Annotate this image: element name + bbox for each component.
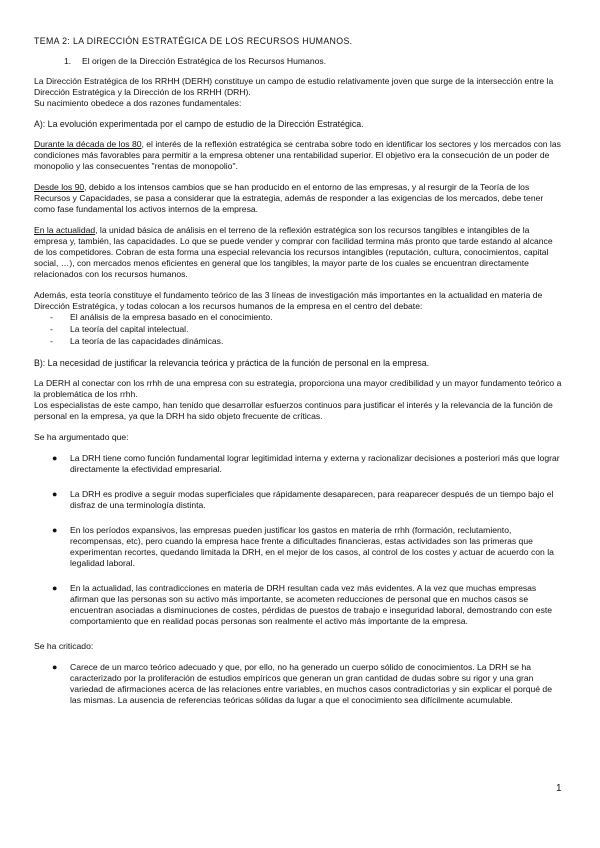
research-lines-list [34,312,564,347]
bullet-icon: ● [52,525,58,535]
section-a-paragraph-research-lines: Además, esta teoría constituye el fundamento teórico de las 3 líneas de investigación más importantes en la actualidad en materia de Dirección Estratégica, y todas colocan a los recursos humanos de la empresa en el centro del debate: [34,290,543,311]
list-item: - El análisis de la empresa basado en el conocimiento. [50,312,273,322]
document-title: TEMA 2: LA DIRECCIÓN ESTRATÉGICA DE LOS RECURSOS HUMANOS. [34,36,353,46]
underlined-lead: Durante la década de los 80 [34,139,142,149]
bullet-icon: ● [52,662,58,672]
bullet-icon: ● [52,453,58,463]
bullet-icon: ● [52,489,58,499]
criticized-label: Se ha criticado: [34,641,94,651]
intro-reasons-line: Su nacimiento obedece a dos razones fundamentales: [34,98,242,108]
numbered-heading [64,56,564,67]
list-item: ● En los períodos expansivos, las empresas pueden justificar los gastos en materia de rrhh (formación, reclutamiento, recompensas, etc), pero cuando la empresa hace frente a dificultades financieras, estas actividades son las primeras que experimentan recortes, quedando limitada la DRH, en el mejor de los casos, al control de los costes y actuar de acuerdo con la legalidad laboral. [52,525,554,568]
document-body [34,36,564,720]
section-a-paragraph-90s: Desde los 90, debido a los intensos cambios que se han producido en el entorno de las empresas, y al resurgir de la Teoría de los Recursos y Capacidades, se pasa a considerar que la estrategia, además de responder a las exigencias de los mercados, debe tener como fase fundamental los activos internos de la empresa. [34,182,544,214]
argued-label: Se ha argumentado que: [34,432,129,442]
section-b-paragraph-1: La DERH al conectar con los rrhh de una empresa con su estrategia, proporciona una mayor credibilidad y un mayor fundamento teórico a la problemática de los rrhh. [34,378,562,399]
section-a-heading: A): La evolución experimentada por el campo de estudio de la Dirección Estratégica. [34,119,364,129]
underlined-lead: Desde los 90 [34,182,85,192]
list-item: ● En la actualidad, las contradicciones en materia de DRH resultan cada vez más evidentes. A la vez que muchas empresas afirman que las personas son su activo más importante, se acometen reducciones de personal que en muchos casos se encuentran asociadas a disminuciones de costes, pérdidas de puestos de trabajo e inseguridad laboral, demostrando con este comportamiento que en realidad pocas personas son realmente el activo más importante de la empresa. [52,583,553,626]
bullet-icon: ● [52,583,58,593]
section-b-paragraph-2: Los especialistas de este campo, han tenido que desarrollar esfuerzos continuos para justificar el interés y la relevancia de la función de personal en la empresa, ya que la DRH ha sido objeto frecuente de críticas. [34,400,553,421]
argued-list [34,453,564,627]
list-item: ● La DRH tiene como función fundamental lograr legitimidad interna y externa y racionalizar decisiones a posteriori más que lograr directamente la efectividad empresarial. [52,453,560,474]
page-number: 1 [556,783,562,794]
list-item: ● La DRH es prodive a seguir modas superficiales que rápidamente desaparecen, para reaparecer después de un tiempo bajo el disfraz de una terminología distinta. [52,489,554,510]
list-item: - La teoría de las capacidades dinámicas. [50,336,224,346]
list-item: ● Carece de un marco teórico adecuado y que, por ello, no ha generado un cuerpo sólido de conocimientos. La DRH se ha caracterizado por la proliferación de estudios empíricos que generan un gran cantidad de dudas sobre su rigor y una gran variedad de afirmaciones acerca de las relaciones entre variables, en muchos casos contradictorias y sin explicar el porqué de las mismas. La ausencia de referencias teóricas sólidas da lugar a que el conocimiento sea difícilmente acumulable. [52,662,552,705]
section-a-paragraph-present: En la actualidad, la unidad básica de análisis en el terreno de la reflexión estratégica son los recursos tangibles e intangibles de la empresa y, también, las capacidades. Lo que se puede vender y comprar con facilidad termina más pronto que tarde estando al alcance de los competidores. Cobran de esta forma una especial relevancia los recursos intangibles (reputación, cultura, conocimientos, capital social, …), con mercados menos eficientes en general que los tangibles, la mayor parte de los cuales se encuentran directamente relacionados con los recursos humanos. [34,225,553,279]
section-b-heading: B): La necesidad de justificar la relevancia teórica y práctica de la función de personal en la empresa. [34,358,430,368]
criticized-list [34,662,564,706]
list-item: - La teoría del capital intelectual. [50,324,189,334]
underlined-lead: En la actualidad [34,225,96,235]
section-a-paragraph-80s: Durante la década de los 80, el interés de la reflexión estratégica se centraba sobre todo en identificar los sectores y los mercados con las condiciones más favorables para permitir a la empresa obtener una rentabilidad superior. El objetivo era la consecución de un poder de monopolio y las consecuentes "rentas de monopolio". [34,139,561,171]
intro-paragraph: La Dirección Estratégica de los RRHH (DERH) constituye un campo de estudio relativamente joven que surge de la intersección entre la Dirección Estratégica y la Dirección de los RRHH (DRH). [34,76,554,97]
numbered-heading-text: El origen de la Dirección Estratégica de los Recursos Humanos. [82,56,327,66]
numbered-heading-number: 1. [64,56,72,66]
